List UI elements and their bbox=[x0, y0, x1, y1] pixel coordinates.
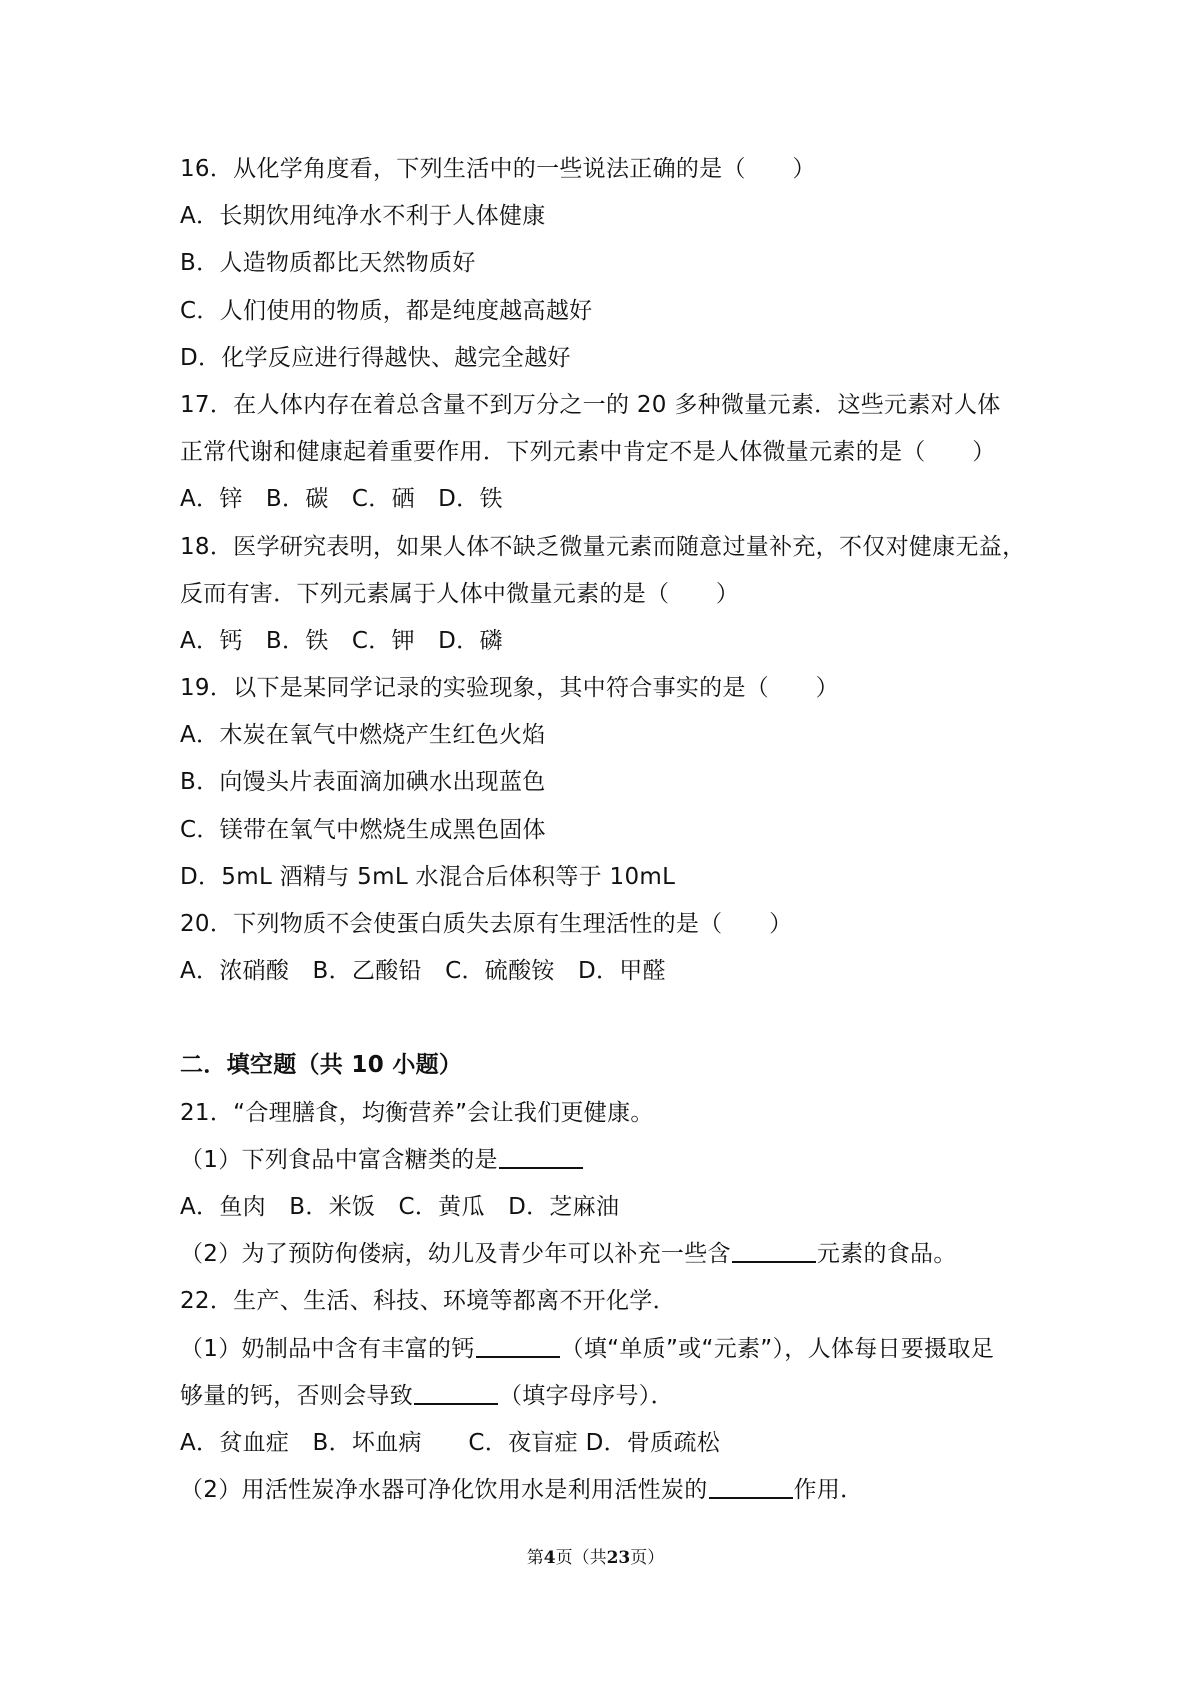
question-line: 19．以下是某同学记录的实验现象，其中符合事实的是（ ） bbox=[180, 675, 839, 702]
question-line: D．化学反应进行得越快、越完全越好 bbox=[180, 344, 571, 371]
question-line: A．钙 B．铁 C．钾 D．磷 bbox=[180, 627, 503, 654]
question-21-part-2: （2）为了预防佝偻病，幼儿及青少年可以补充一些含 元素的食品。 bbox=[180, 1241, 957, 1268]
question-line: A．浓硝酸 B．乙酸铅 C．硫酸铵 D．甲醛 bbox=[180, 958, 666, 985]
page-total: 23 bbox=[606, 1548, 631, 1568]
question-line: B．人造物质都比天然物质好 bbox=[180, 250, 476, 277]
question-line: 17．在人体内存在着总含量不到万分之一的 20 多种微量元素．这些元素对人体 bbox=[180, 391, 1001, 418]
page-content bbox=[180, 146, 1026, 1514]
answer-blank[interactable] bbox=[499, 1145, 583, 1169]
question-21-part-1: （1）下列食品中富含糖类的是 bbox=[180, 1137, 1020, 1184]
page-number: 4 bbox=[543, 1548, 556, 1568]
answer-blank[interactable] bbox=[709, 1475, 793, 1499]
question-22: 22．生产、生活、科技、环境等都离不开化学． bbox=[180, 1288, 676, 1315]
question-line: 20．下列物质不会使蛋白质失去原有生理活性的是（ ） bbox=[180, 911, 793, 937]
question-line: 正常代谢和健康起着重要作用．下列元素中肯定不是人体微量元素的是（ ） bbox=[180, 439, 996, 466]
question-line: 18．医学研究表明，如果人体不缺乏微量元素而随意过量补充，不仅对健康无益， bbox=[180, 533, 1026, 560]
question-22-part-1-cont: 够量的钙，否则会导致 （填字母序号）． bbox=[180, 1382, 674, 1409]
question-22-part-1: （1）奶制品中含有丰富的钙 （填“单质”或“元素”），人体每日要摄取足 bbox=[180, 1335, 995, 1362]
question-line: C．人们使用的物质，都是纯度越高越好 bbox=[180, 297, 593, 324]
question-22-options: A．贫血症 B．坏血病 C．夜盲症 D．骨质疏松 bbox=[180, 1429, 721, 1456]
choice-questions bbox=[180, 146, 1026, 995]
question-line: 反而有害．下列元素属于人体中微量元素的是（ ） bbox=[180, 580, 740, 607]
question-line: A．锌 B．碳 C．硒 D．铁 bbox=[180, 486, 503, 513]
question-line: B．向馒头片表面滴加碘水出现蓝色 bbox=[180, 769, 546, 796]
page-footer: 第4页（共23页） bbox=[526, 1548, 665, 1568]
section-title: 二．填空题（共 10 小题） bbox=[180, 1052, 463, 1079]
answer-blank[interactable] bbox=[414, 1381, 498, 1405]
answer-blank[interactable] bbox=[732, 1239, 816, 1263]
answer-blank[interactable] bbox=[476, 1334, 560, 1358]
question-line: C．镁带在氧气中燃烧生成黑色固体 bbox=[180, 816, 546, 843]
question-line: 16．从化学角度看，下列生活中的一些说法正确的是（ ） bbox=[180, 156, 816, 182]
question-21: 21．“合理膳食，均衡营养”会让我们更健康。 bbox=[180, 1099, 654, 1126]
question-line: A．长期饮用纯净水不利于人体健康 bbox=[180, 203, 546, 230]
question-21-options: A．鱼肉 B．米饭 C．黄瓜 D．芝麻油 bbox=[180, 1193, 620, 1220]
question-line: D．5mL 酒精与 5mL 水混合后体积等于 10mL bbox=[180, 863, 676, 890]
question-line: A．木炭在氧气中燃烧产生红色火焰 bbox=[180, 722, 546, 749]
question-22-part-2: （2）用活性炭净水器可净化饮用水是利用活性炭的 作用． bbox=[180, 1477, 864, 1504]
